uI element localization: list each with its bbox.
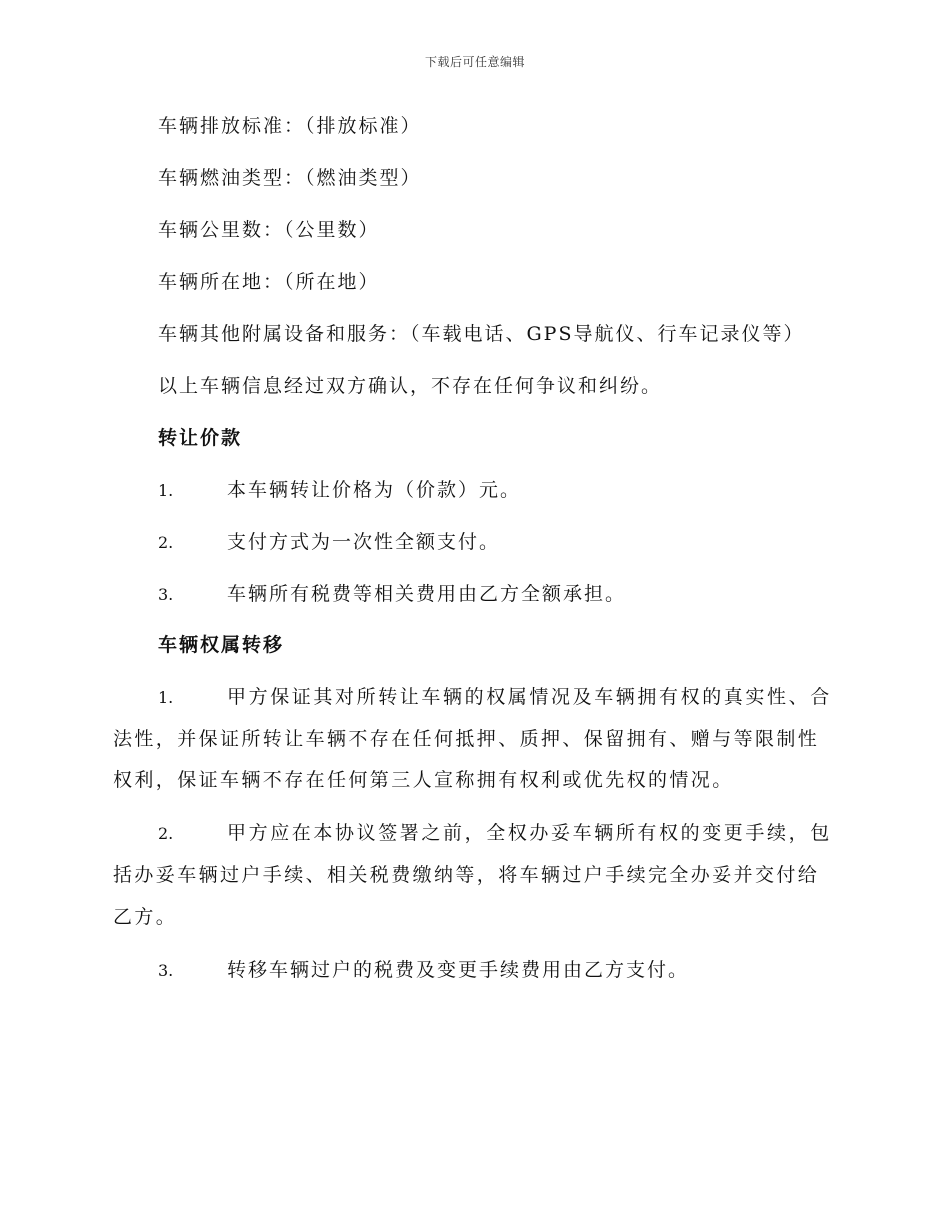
emission-standard-line: 车辆排放标准：（排放标准） — [158, 115, 422, 137]
price-item-2-number: 2. — [158, 533, 174, 552]
price-item-3-text: 车辆所有税费等相关费用由乙方全额承担。 — [227, 583, 627, 605]
ownership-item-3-number: 3. — [158, 961, 174, 980]
ownership-item-1-first-line: 甲方保证其对所转让车辆的权属情况及车辆拥有权的真实性、合 — [227, 686, 832, 708]
ownership-item-2-number: 2. — [158, 824, 174, 843]
location-line: 车辆所在地：（所在地） — [158, 271, 380, 293]
mileage-line: 车辆公里数：（公里数） — [158, 219, 380, 241]
ownership-item-1-line-2: 法性，并保证所转让车辆不存在任何抵押、质押、保留拥有、赠与等限制性 — [113, 728, 820, 750]
fuel-type-line: 车辆燃油类型：（燃油类型） — [158, 167, 422, 189]
ownership-item-1-line-3: 权利，保证车辆不存在任何第三人宣称拥有权利或优先权的情况。 — [113, 769, 734, 791]
price-item-1-text: 本车辆转让价格为（价款）元。 — [227, 479, 522, 501]
page-header: 下载后可任意编辑 — [424, 55, 525, 69]
section-heading-price: 转让价款 — [158, 427, 243, 449]
ownership-item-2-line-3: 乙方。 — [113, 906, 178, 928]
section-heading-ownership: 车辆权属转移 — [158, 634, 285, 656]
price-item-3-number: 3. — [158, 585, 174, 604]
ownership-item-1-number: 1. — [158, 688, 174, 707]
price-item-2-text: 支付方式为一次性全额支付。 — [227, 531, 501, 553]
ownership-item-2-first-line: 甲方应在本协议签署之前，全权办妥车辆所有权的变更手续，包 — [227, 822, 832, 844]
ownership-item-3-text: 转移车辆过户的税费及变更手续费用由乙方支付。 — [227, 959, 690, 981]
price-item-1-number: 1. — [158, 481, 174, 500]
confirmation-line: 以上车辆信息经过双方确认，不存在任何争议和纠纷。 — [158, 375, 663, 397]
accessories-line: 车辆其他附属设备和服务：（车载电话、GPS导航仪、行车记录仪等） — [158, 323, 805, 345]
ownership-item-2-line-2: 括办妥车辆过户手续、相关税费缴纳等，将车辆过户手续完全办妥并交付给 — [113, 864, 820, 886]
